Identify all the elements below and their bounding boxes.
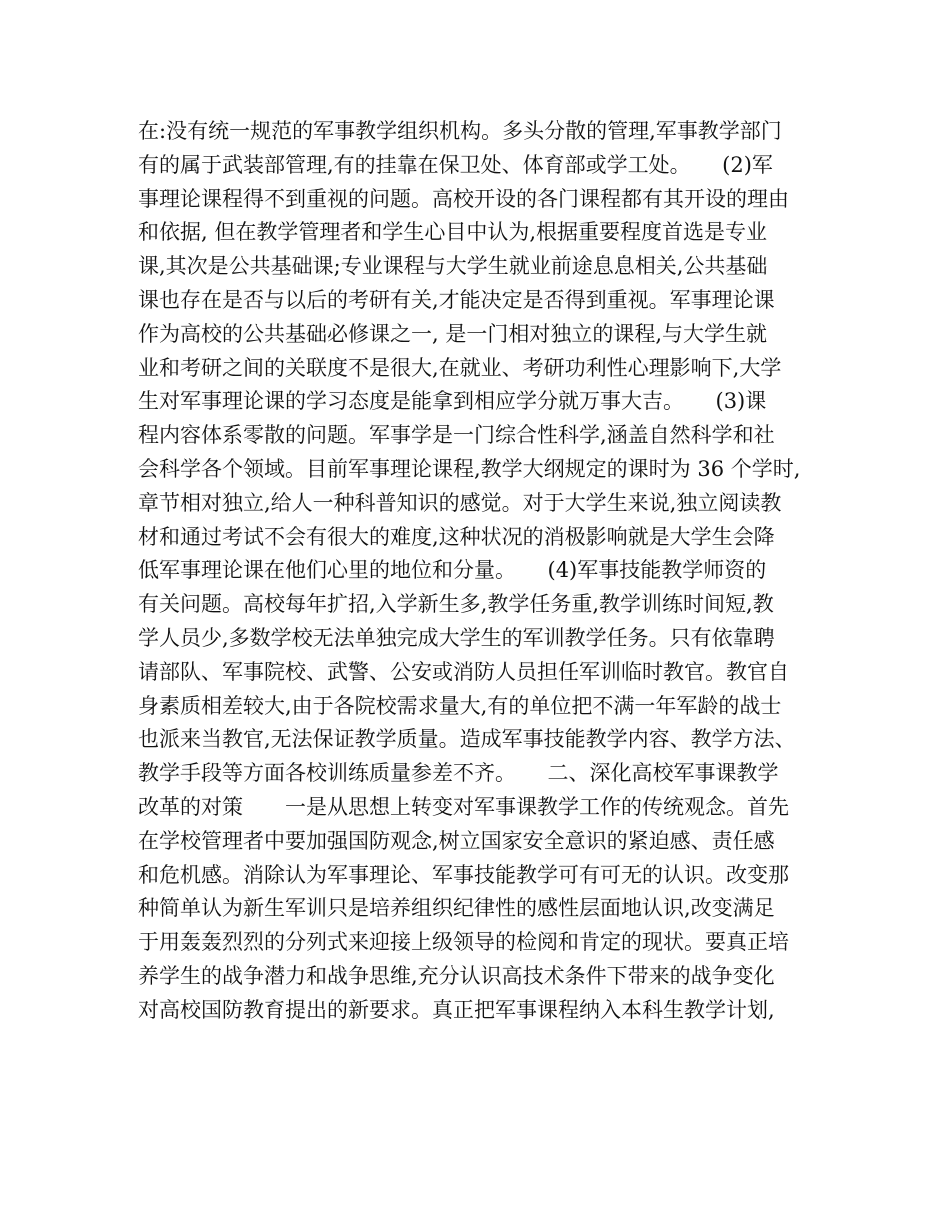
text-line: 课也存在是否与以后的考研有关,才能决定是否得到重视。军事理论课 <box>138 287 775 312</box>
text-line: 生对军事理论课的学习态度是能拿到相应学分就万事大吉。 (3)课 <box>138 389 767 414</box>
text-line: 改革的对策 一是从思想上转变对军事课教学工作的传统观念。首先 <box>138 794 789 819</box>
text-line: 请部队、军事院校、武警、公安或消防人员担任军训临时教官。教官自 <box>138 659 789 684</box>
text-line: 种简单认为新生军训只是培养组织纪律性的感性层面地认识,改变满足 <box>138 896 775 921</box>
text-line: 对高校国防教育提出的新要求。真正把军事课程纳入本科生教学计划, <box>138 997 775 1022</box>
text-line: 程内容体系零散的问题。军事学是一门综合性科学,涵盖自然科学和社 <box>138 423 775 448</box>
text-line: 业和考研之间的关联度不是很大,在就业、考研功利性心理影响下,大学 <box>138 355 782 380</box>
text-line: 养学生的战争潜力和战争思维,充分认识高技术条件下带来的战争变化 <box>138 963 775 988</box>
text-line: 有关问题。高校每年扩招,入学新生多,教学任务重,教学训练时间短,教 <box>138 592 774 617</box>
text-line: 章节相对独立,给人一种科普知识的感觉。对于大学生来说,独立阅读教 <box>138 490 782 515</box>
text-line: 和危机感。消除认为军事理论、军事技能教学可有可无的认识。改变那 <box>138 862 789 887</box>
text-line: 身素质相差较大,由于各院校需求量大,有的单位把不满一年军龄的战士 <box>138 693 782 718</box>
text-line: 于用轰轰烈烈的分列式来迎接上级领导的检阅和肯定的现状。要真正培 <box>138 930 789 955</box>
text-line: 在:没有统一规范的军事教学组织机构。多头分散的管理,军事教学部门 <box>138 119 782 143</box>
text-line: 事理论课程得不到重视的问题。高校开设的各门课程都有其开设的理由 <box>138 186 789 211</box>
text-line: 材和通过考试不会有很大的难度,这种状况的消极影响就是大学生会降 <box>138 524 775 549</box>
text-line: 也派来当教官,无法保证教学质量。造成军事技能教学内容、教学方法、 <box>138 727 796 752</box>
text-line: 教学手段等方面各校训练质量参差不齐。 二、深化高校军事课教学 <box>138 761 779 786</box>
text-line: 作为高校的公共基础必修课之一, 是一门相对独立的课程,与大学生就 <box>138 321 768 346</box>
text-line: 有的属于武装部管理,有的挂靠在保卫处、体育部或学工处。 (2)军 <box>138 152 773 177</box>
text-line: 低军事理论课在他们心里的地位和分量。 (4)军事技能教学师资的 <box>138 558 767 583</box>
text-line: 课,其次是公共基础课;专业课程与大学生就业前途息息相关,公共基础 <box>138 254 768 279</box>
text-line: 会科学各个领域。目前军事理论课程,教学大纲规定的课时为 36 个学时, <box>138 456 801 481</box>
text-line: 学人员少,多数学校无法单独完成大学生的军训教学任务。只有依靠聘 <box>138 625 775 650</box>
text-line: 和依据, 但在教学管理者和学生心目中认为,根据重要程度首选是专业 <box>138 220 768 245</box>
text-line: 在学校管理者中要加强国防观念,树立国家安全意识的紧迫感、责任感 <box>138 828 775 853</box>
body-text <box>138 115 828 1028</box>
